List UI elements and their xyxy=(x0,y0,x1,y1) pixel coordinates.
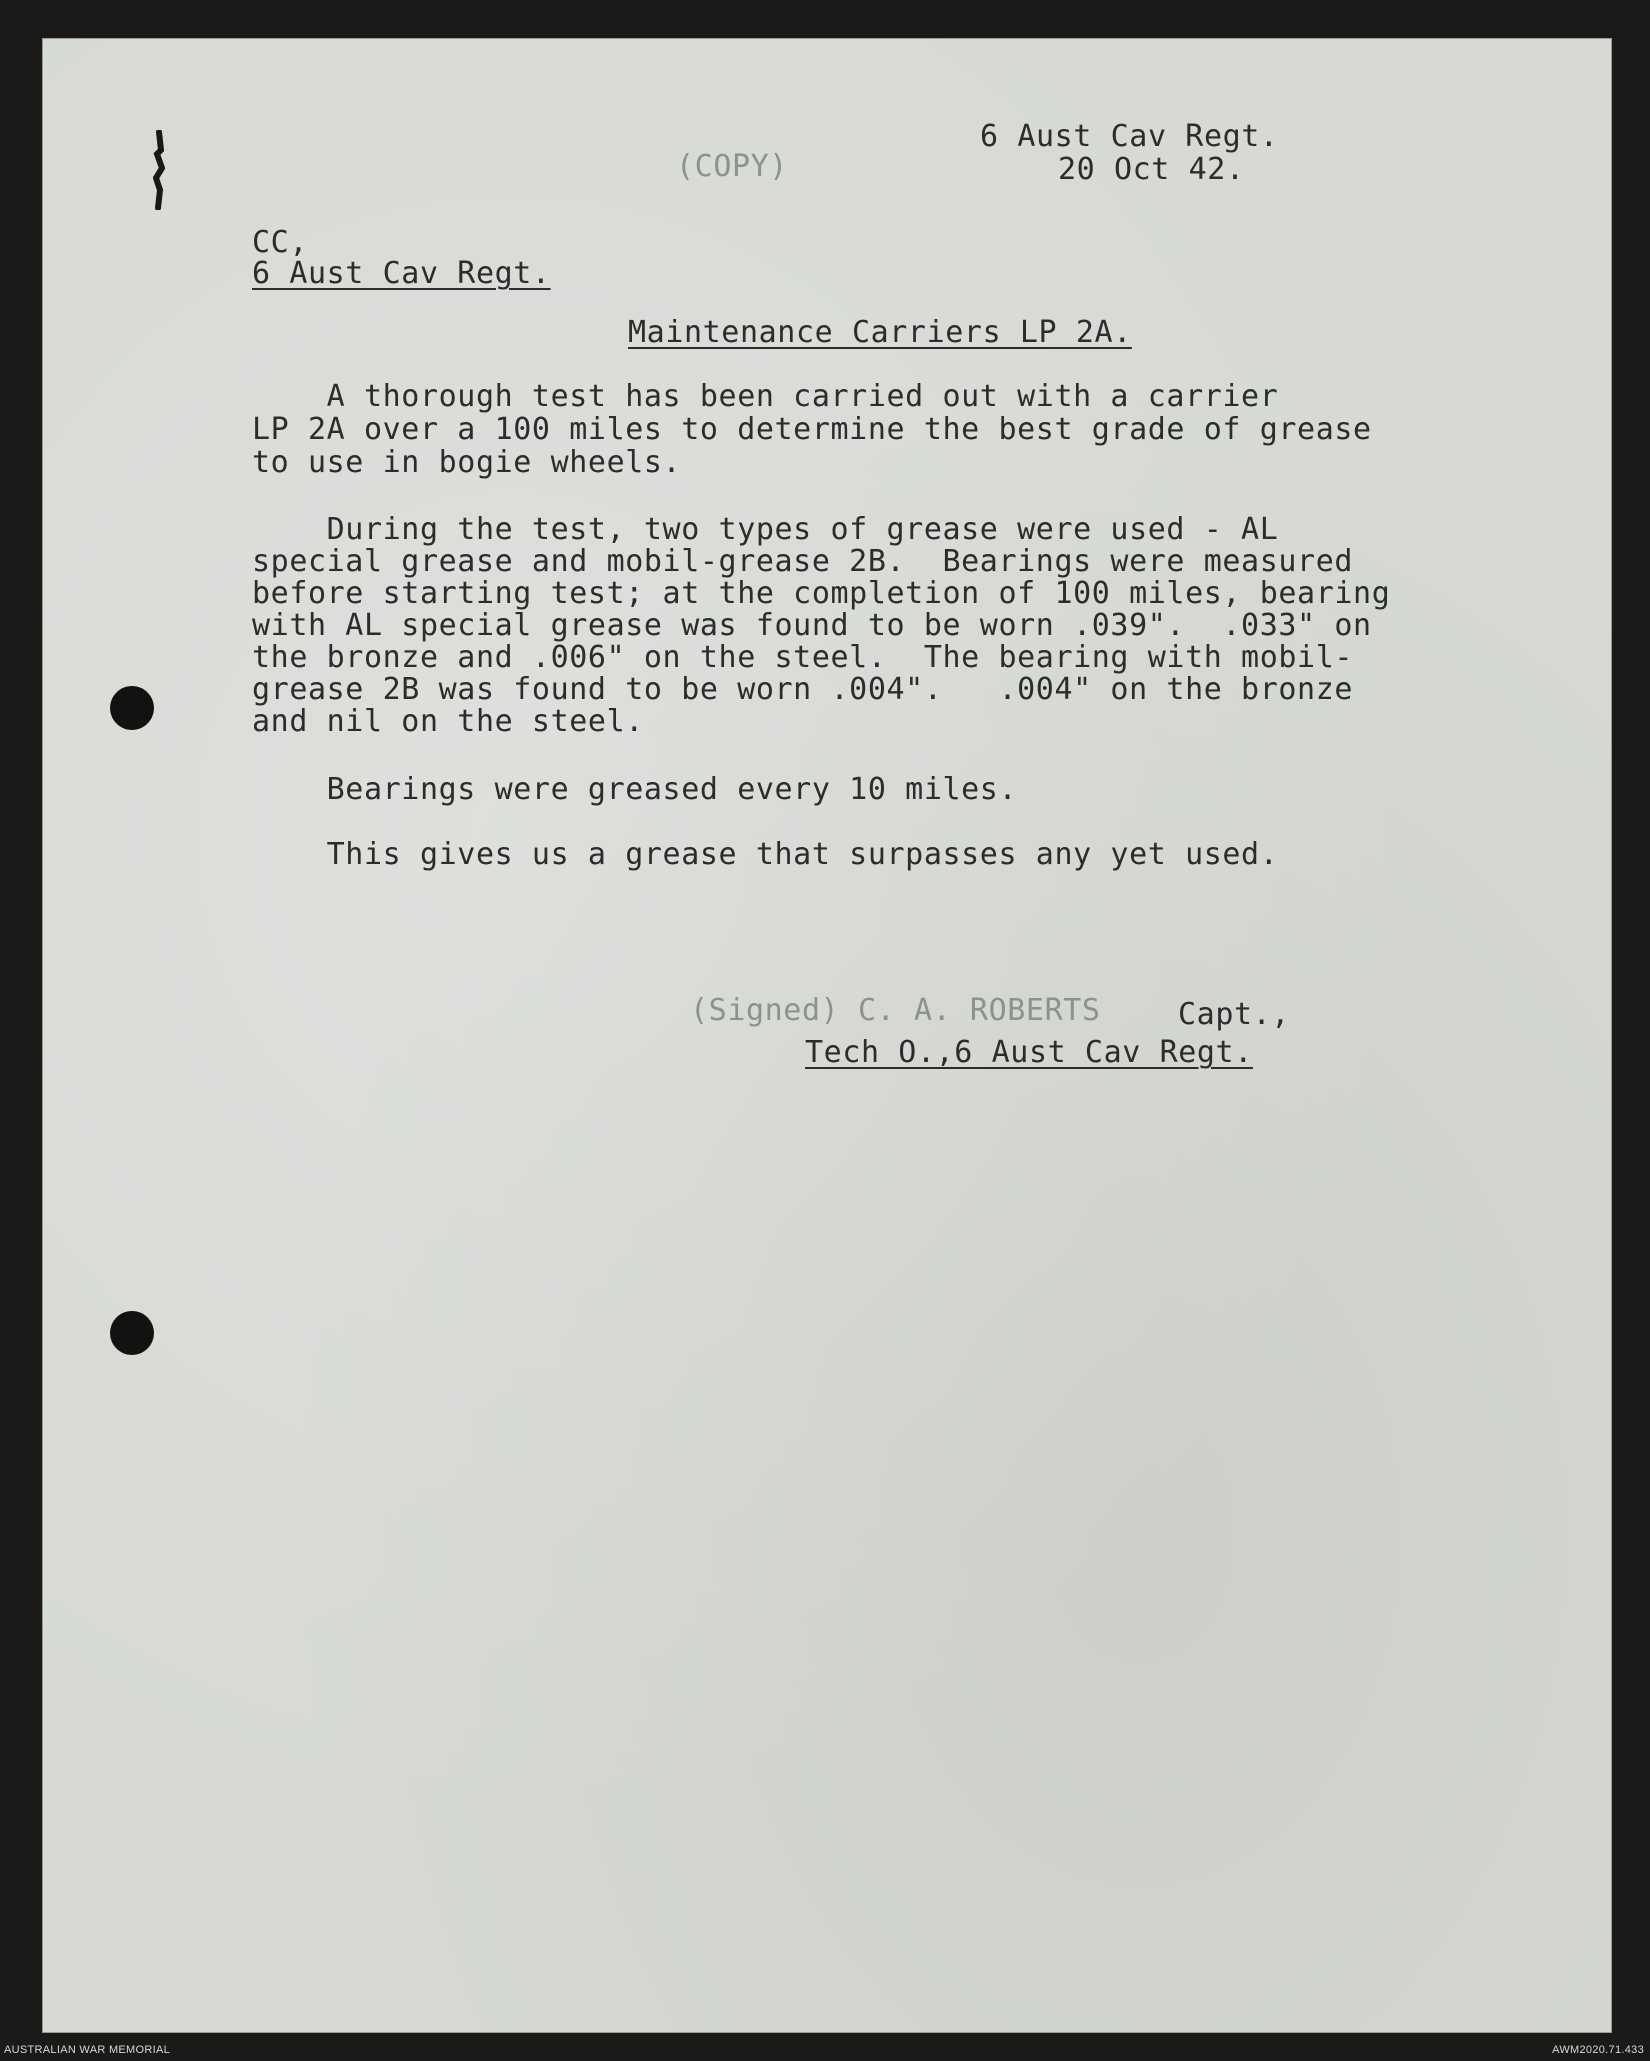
paragraph-2-line-1: During the test, two types of grease were used - AL xyxy=(252,512,1279,547)
punch-hole-upper xyxy=(110,686,154,730)
paragraph-2-line-4: with AL special grease was found to be worn .039". .033" on xyxy=(252,608,1372,643)
staple-mark xyxy=(153,130,165,210)
addressee-line-1: CC, xyxy=(252,225,308,260)
subject-heading: Maintenance Carriers LP 2A. xyxy=(628,315,1132,350)
paragraph-2-line-5: the bronze and .006" on the steel. The bearing with mobil- xyxy=(252,640,1354,675)
paragraph-2-line-6: grease 2B was found to be worn .004". .004" on the bronze xyxy=(252,672,1354,707)
paragraph-2-line-3: before starting test; at the completion of 100 miles, bearing xyxy=(252,576,1391,611)
signature-title: Tech O.,6 Aust Cav Regt. xyxy=(805,1035,1253,1070)
letter-date: 20 Oct 42. xyxy=(1058,152,1245,187)
paragraph-1-line-1: A thorough test has been carried out with a carrier xyxy=(252,379,1279,414)
addressee-line-2: 6 Aust Cav Regt. xyxy=(252,256,551,291)
paragraph-4: This gives us a grease that surpasses any yet used. xyxy=(252,837,1279,872)
signed-line: (Signed) C. A. ROBERTS xyxy=(690,993,1101,1028)
punch-hole-lower xyxy=(110,1311,154,1355)
copy-mark: (COPY) xyxy=(676,149,788,184)
paragraph-2-line-7: and nil on the steel. xyxy=(252,704,644,739)
paragraph-1-line-2: LP 2A over a 100 miles to determine the best grade of grease xyxy=(252,412,1372,447)
paragraph-3: Bearings were greased every 10 miles. xyxy=(252,772,1018,807)
paragraph-1-line-3: to use in bogie wheels. xyxy=(252,445,682,480)
signature-rank: Capt., xyxy=(1178,997,1290,1032)
footer-item-id: AWM2020.71.433 xyxy=(1552,2044,1644,2056)
footer-archive-name: AUSTRALIAN WAR MEMORIAL xyxy=(4,2044,171,2056)
sender-unit: 6 Aust Cav Regt. xyxy=(980,119,1279,154)
paragraph-2-line-2: special grease and mobil-grease 2B. Bearings were measured xyxy=(252,544,1354,579)
